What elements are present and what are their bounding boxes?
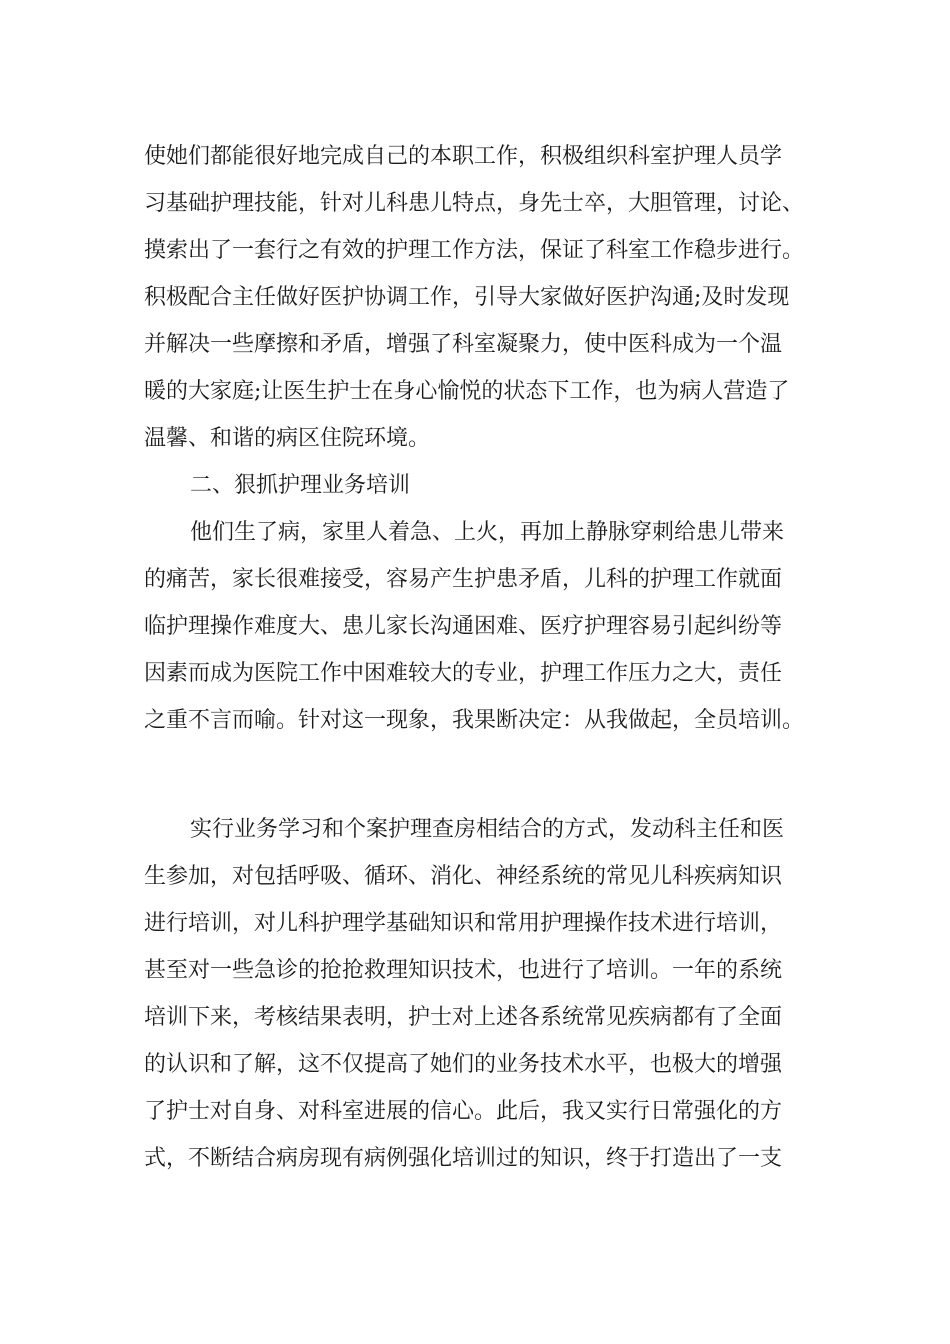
paragraph-3-line-5: 培训下来，考核结果表明，护士对上述各系统常见疾病都有了全面 (144, 1005, 783, 1030)
paragraph-1-line-2: 习基础护理技能，针对儿科患儿特点，身先士卒，大胆管理，讨论、 (144, 191, 805, 216)
paragraph-3-line-7: 了护士对自身、对科室进展的信心。此后，我又实行日常强化的方 (144, 1099, 783, 1124)
paragraph-3-line-3: 进行培训，对儿科护理学基础知识和常用护理操作技术进行培训， (144, 911, 783, 936)
paragraph-2-line-3: 临护理操作难度大、患儿家长沟通困难、医疗护理容易引起纠纷等 (144, 614, 783, 639)
paragraph-3-line-4: 甚至对一些急诊的抢抢救理知识技术，也进行了培训。一年的系统 (144, 958, 783, 983)
paragraph-1-line-7: 温馨、和谐的病区住院环境。 (144, 426, 431, 451)
paragraph-3-line-8: 式，不断结合病房现有病例强化培训过的知识，终于打造出了一支 (144, 1146, 783, 1171)
paragraph-2-line-4: 因素而成为医院工作中困难较大的专业，护理工作压力之大，责任 (144, 661, 783, 686)
section-heading: 二、狠抓护理业务培训 (190, 473, 411, 498)
paragraph-2-line-1: 他们生了病，家里人着急、上火，再加上静脉穿刺给患儿带来 (190, 520, 785, 545)
paragraph-1-line-6: 暖的大家庭;让医生护士在身心愉悦的状态下工作，也为病人营造了 (144, 379, 790, 404)
paragraph-1-line-3: 摸索出了一套行之有效的护理工作方法，保证了科室工作稳步进行。 (144, 238, 805, 263)
paragraph-2-line-2: 的痛苦，家长很难接受，容易产生护患矛盾，儿科的护理工作就面 (144, 567, 783, 592)
paragraph-1-line-1: 使她们都能很好地完成自己的本职工作，积极组织科室护理人员学 (144, 144, 783, 169)
paragraph-3-line-2: 生参加，对包括呼吸、循环、消化、神经系统的常见儿科疾病知识 (144, 864, 783, 889)
paragraph-3-line-6: 的认识和了解，这不仅提高了她们的业务技术水平，也极大的增强 (144, 1052, 783, 1077)
paragraph-3-line-1: 实行业务学习和个案护理查房相结合的方式，发动科主任和医 (190, 817, 785, 842)
paragraph-1-line-5: 并解决一些摩擦和矛盾，增强了科室凝聚力，使中医科成为一个温 (144, 332, 783, 357)
paragraph-2-line-5: 之重不言而喻。针对这一现象，我果断决定：从我做起，全员培训。 (144, 708, 805, 733)
paragraph-1-line-4: 积极配合主任做好医护协调工作，引导大家做好医护沟通;及时发现 (144, 285, 790, 310)
